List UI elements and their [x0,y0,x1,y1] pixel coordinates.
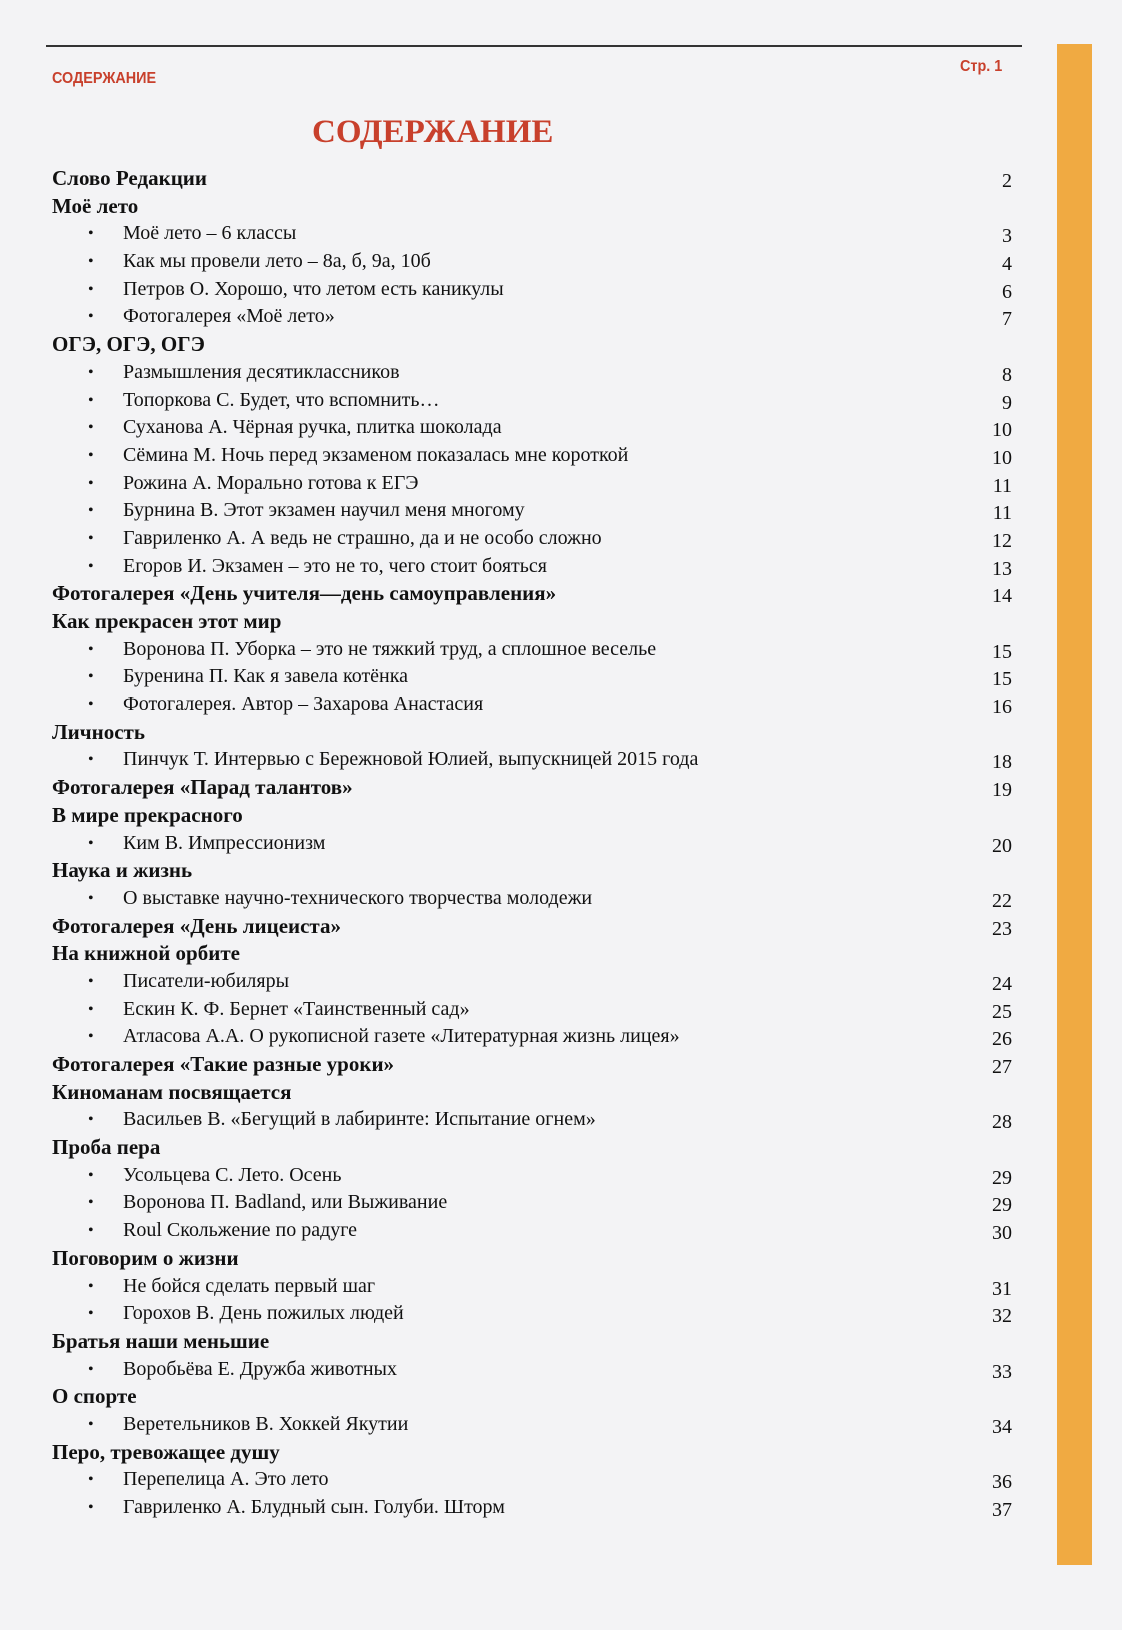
toc-entry-title: Фотогалерея «День лицеиста» [52,913,342,938]
toc-entry-title: Не бойся сделать первый шаг [123,1274,376,1297]
toc-entry [52,1466,1012,1494]
toc-page-number: 2 [1002,170,1012,192]
bullet-icon: • [88,1222,94,1240]
toc-section-heading [52,719,1012,747]
toc-entry [52,968,1012,996]
toc-page-number: 14 [992,585,1012,608]
bullet-icon: • [88,1471,94,1489]
toc-entry [52,996,1012,1024]
toc-entry [52,885,1012,913]
toc-entry-title: Петров О. Хорошо, что летом есть каникулы [123,277,504,300]
toc-entry-title: Слово Редакции [52,166,207,190]
toc-page-number: 6 [1002,280,1012,303]
toc-section-heading [52,913,1012,941]
toc-page-number: 26 [992,1028,1012,1051]
toc-section-heading [52,1439,1012,1467]
toc-entry-title: Веретельников В. Хоккей Якутии [123,1412,409,1435]
toc-entry-title: Перо, тревожащее душу [52,1439,280,1464]
toc-entry [52,691,1012,719]
toc-entry-title: Рожина А. Морально готова к ЕГЭ [123,471,419,494]
toc-entry-title: Перепелица А. Это лето [123,1468,329,1491]
toc-entry [52,414,1012,442]
toc-entry-title: Roul Скольжение по радуге [123,1219,358,1242]
toc-entry-title: О спорте [52,1384,137,1409]
toc-entry [52,553,1012,581]
toc-entry-title: Писатели-юбиляры [123,969,290,992]
toc-entry-title: ОГЭ, ОГЭ, ОГЭ [52,332,205,357]
bullet-icon: • [88,308,94,326]
toc-entry [52,220,1012,248]
toc-page-number: 15 [992,640,1012,663]
bullet-icon: • [88,1000,94,1018]
toc-section-heading [52,331,1012,359]
toc-entry [52,303,1012,331]
toc-page-number: 24 [992,972,1012,995]
bullet-icon: • [88,557,94,575]
toc-page-number: 25 [992,1000,1012,1023]
toc-entry-title: Гавриленко А. А ведь не страшно, да и не особо сложно [123,526,602,549]
toc-entry-title: Воробьёва Е. Дружба животных [123,1357,397,1380]
toc-entry-title: Суханова А. Чёрная ручка, плитка шоколада [123,416,502,439]
toc-entry [52,525,1012,553]
toc-entry-title: Моё лето – 6 классы [123,222,297,245]
toc-page-number: 9 [1002,391,1012,414]
toc-entry-title: Усольцева С. Лето. Осень [123,1163,342,1186]
toc-page-number: 28 [992,1111,1012,1134]
toc-page-number: 20 [992,834,1012,857]
bullet-icon: • [88,391,94,409]
toc-page-number: 15 [992,668,1012,691]
toc-entry [52,1162,1012,1190]
bullet-icon: • [88,502,94,520]
bullet-icon: • [88,1111,94,1129]
toc-entry [52,830,1012,858]
toc-entry-title: В мире прекрасного [52,802,243,827]
toc-entry [52,1411,1012,1439]
toc-entry-title: Проба пера [52,1135,161,1160]
toc-page-number: 33 [992,1360,1012,1383]
toc-entry-title: Киноманам посвящается [52,1079,292,1104]
toc-entry-title: Сёмина М. Ночь перед экзаменом показалась мне короткой [123,443,629,466]
toc-entry-title: Воронова П. Badland, или Выживание [123,1191,448,1214]
bullet-icon: • [88,972,94,990]
page-number: Стр. 1 [960,58,1003,75]
toc-entry-title: Пинчук Т. Интервью с Бережновой Юлией, выпускницей 2015 года [123,748,699,771]
toc-page-number: 23 [992,917,1012,940]
toc-entry-title: Атласова А.А. О рукописной газете «Литературная жизнь лицея» [123,1025,680,1048]
toc-page-number: 8 [1002,363,1012,386]
toc-section-heading [52,580,1012,608]
toc-entry-title: Поговорим о жизни [52,1245,239,1270]
toc-page-number: 36 [992,1471,1012,1494]
bullet-icon: • [88,474,94,492]
toc-page-number: 27 [992,1056,1012,1078]
toc-entry [52,387,1012,415]
toc-entry [52,470,1012,498]
toc-entry-title: Размышления десятиклассников [123,360,400,383]
toc-page-number: 4 [1002,253,1012,276]
bullet-icon: • [88,363,94,381]
toc-entry-title: На книжной орбите [52,941,240,966]
toc-entry [52,1494,1012,1522]
bullet-icon: • [88,1415,94,1433]
bullet-icon: • [88,1277,94,1295]
toc-page-number: 32 [992,1305,1012,1328]
toc-entry-title: Буренина П. Как я завела котёнка [123,665,409,688]
toc-entry-title: Братья наши меньшие [52,1328,270,1353]
toc-page-number: 19 [992,779,1012,802]
toc-entry [52,1189,1012,1217]
toc-section-heading [52,1328,1012,1356]
toc-page-number: 30 [992,1222,1012,1245]
toc-entry-title: Горохов В. День пожилых людей [123,1302,404,1325]
running-header: СОДЕРЖАНИЕ [52,70,157,87]
page-title: СОДЕРЖАНИЕ [312,114,554,150]
toc-entry-title: Фотогалерея. Автор – Захарова Анастасия [123,693,484,716]
toc-entry [52,248,1012,276]
bullet-icon: • [88,1499,94,1516]
toc-entry-title: Гавриленко А. Блудный сын. Голуби. Шторм [123,1496,505,1518]
toc-entry-title: Воронова П. Уборка – это не тяжкий труд, а сплошное веселье [123,637,657,660]
toc-entry [52,1106,1012,1134]
toc-entry-title: Личность [52,719,145,744]
toc-page-number: 11 [992,474,1012,497]
toc-page-number: 12 [992,529,1012,552]
toc-entry-title: Наука и жизнь [52,858,193,883]
toc-section-heading [52,1079,1012,1107]
bullet-icon: • [88,419,94,437]
toc-section-heading [52,1383,1012,1411]
bullet-icon: • [88,1166,94,1184]
toc-page-number: 22 [992,889,1012,912]
bullet-icon: • [88,529,94,547]
toc-entry-title: Как прекрасен этот мир [52,609,282,633]
toc-entry-title: Васильев В. «Бегущий в лабиринте: Испытание огнем» [123,1108,596,1131]
toc-section-heading [52,857,1012,885]
toc-entry-title: Фотогалерея «Такие разные уроки» [52,1052,395,1076]
toc-page-number: 10 [992,446,1012,469]
toc-entry [52,442,1012,470]
decorative-side-bar [1057,44,1092,1565]
toc-section-heading [52,1051,1012,1079]
toc-entry [52,497,1012,525]
toc-section-heading [52,774,1012,802]
bullet-icon: • [88,696,94,714]
bullet-icon: • [88,751,94,769]
toc-page-number: 10 [992,419,1012,442]
toc-entry-title: О выставке научно-технического творчества молодежи [123,886,593,909]
toc-page-number: 7 [1002,308,1012,331]
toc-entry [52,636,1012,664]
toc-entry [52,276,1012,304]
bullet-icon: • [88,640,94,658]
toc-entry [52,1356,1012,1384]
toc-page-number: 34 [992,1415,1012,1438]
toc-entry-title: Моё лето [52,193,139,218]
bullet-icon: • [88,1028,94,1046]
toc-entry [52,663,1012,691]
toc-entry-title: Фотогалерея «День учителя—день самоуправления» [52,581,557,606]
toc-page-number: 18 [992,751,1012,774]
toc-page-number: 37 [992,1499,1012,1521]
toc-section-heading [52,940,1012,968]
toc-entry [52,746,1012,774]
bullet-icon: • [88,668,94,686]
bullet-icon: • [88,1305,94,1323]
toc-entry [52,1217,1012,1245]
toc-page-number: 16 [992,696,1012,719]
toc-entry-title: Фотогалерея «Парад талантов» [52,775,353,800]
toc-entry-title: Как мы провели лето – 8а, б, 9а, 10б [123,250,431,273]
toc-section-heading [52,1134,1012,1162]
bullet-icon: • [88,834,94,852]
toc-page-number: 29 [992,1194,1012,1217]
toc-entry-title: Топоркова С. Будет, что вспомнить… [123,388,440,411]
toc-section-heading [52,1245,1012,1273]
toc-entry-title: Фотогалерея «Моё лето» [123,305,335,328]
bullet-icon: • [88,1360,94,1378]
toc-section-heading [52,193,1012,221]
toc-entry [52,359,1012,387]
toc-page-number: 3 [1002,225,1012,248]
toc-page-number: 29 [992,1166,1012,1189]
toc-entry-title: Егоров И. Экзамен – это не то, чего стоит бояться [123,554,547,577]
toc-section-heading [52,608,1012,636]
bullet-icon: • [88,446,94,464]
toc-entry [52,1023,1012,1051]
toc-entry [52,1300,1012,1328]
table-of-contents [52,165,1012,1522]
toc-section-heading [52,165,1012,193]
bullet-icon: • [88,253,94,271]
toc-entry-title: Ескин К. Ф. Бернет «Таинственный сад» [123,997,470,1020]
toc-entry-title: Ким В. Импрессионизм [123,831,326,854]
bullet-icon: • [88,1194,94,1212]
toc-entry-title: Бурнина В. Этот экзамен научил меня многому [123,499,525,522]
toc-page-number: 31 [992,1277,1012,1300]
bullet-icon: • [88,889,94,907]
bullet-icon: • [88,225,94,243]
toc-page-number: 11 [992,502,1012,525]
toc-page-number: 13 [992,557,1012,580]
toc-section-heading [52,802,1012,830]
bullet-icon: • [88,280,94,298]
toc-entry [52,1273,1012,1301]
header-rule [46,45,1022,47]
